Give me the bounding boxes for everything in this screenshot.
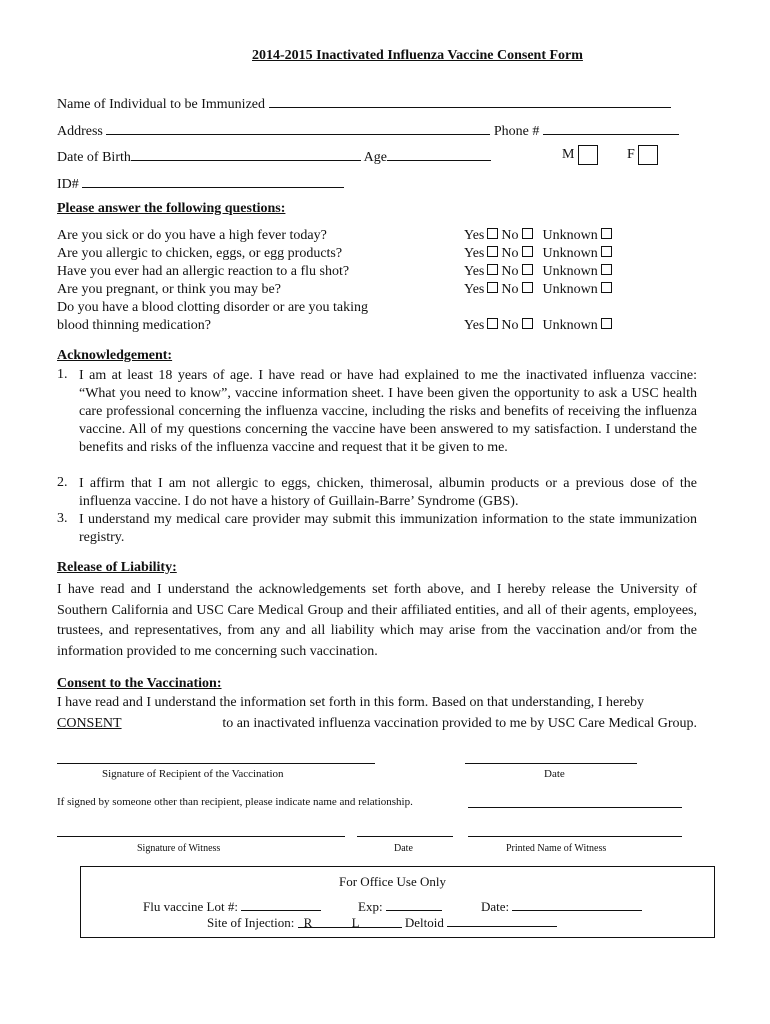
unknown-label: Unknown: [542, 318, 598, 333]
deltoid-label: Deltoid: [404, 915, 444, 930]
office-date-field: [481, 898, 642, 915]
witness-signature-line[interactable]: [57, 836, 345, 837]
phone-input-line[interactable]: [543, 122, 679, 135]
dob-input-line[interactable]: [131, 148, 361, 161]
m-checkbox[interactable]: [578, 145, 598, 165]
no-checkbox[interactable]: [522, 246, 533, 257]
question-4: Are you pregnant, or think you may be?: [57, 282, 281, 297]
name-input-line[interactable]: [269, 95, 671, 108]
site-label: Site of Injection:: [207, 915, 295, 930]
ack-number-2: 2.: [57, 475, 68, 490]
questions-heading: Please answer the following questions:: [57, 201, 286, 216]
dob-label: Date of Birth: [57, 150, 131, 165]
office-exp-field: [358, 898, 442, 915]
lot-input-line[interactable]: [241, 898, 321, 911]
recipient-date-label: Date: [544, 768, 565, 780]
name-label: Name of Individual to be Immunized: [57, 97, 265, 112]
office-use-title: For Office Use Only: [339, 874, 446, 889]
witness-printed-line[interactable]: [468, 836, 682, 837]
yes-label: Yes: [464, 228, 485, 243]
consent-heading: Consent to the Vaccination:: [57, 676, 222, 691]
phone-label: Phone #: [493, 124, 540, 139]
id-input-line[interactable]: [82, 175, 344, 188]
no-label: No: [501, 228, 519, 243]
yes-label: Yes: [464, 264, 485, 279]
yes-checkbox[interactable]: [487, 282, 498, 293]
no-label: No: [501, 246, 519, 261]
witness-signature-label: Signature of Witness: [137, 843, 221, 854]
dob-field: [57, 148, 491, 166]
site-l-line[interactable]: [346, 915, 402, 928]
id-label: ID#: [57, 177, 79, 192]
f-label: F: [627, 147, 635, 163]
no-checkbox[interactable]: [522, 282, 533, 293]
unknown-label: Unknown: [542, 282, 598, 297]
recipient-signature-line[interactable]: [57, 763, 375, 764]
release-heading: Release of Liability:: [57, 560, 177, 575]
question-2: Are you allergic to chicken, eggs, or egg products?: [57, 246, 343, 261]
site-r-line[interactable]: [298, 915, 346, 928]
question-5-line2: blood thinning medication?: [57, 318, 211, 333]
ack-item-2: I affirm that I am not allergic to eggs, chicken, thimerosal, albumin products or a previous dose of the influenza vaccine. I do not have a history of Guillain-Barre’ Syndrome (GBS).: [79, 476, 697, 509]
age-label: Age: [363, 150, 387, 165]
other-signer-label: If signed by someone other than recipient, please indicate name and relationship.: [57, 796, 413, 808]
answer-row-3: [464, 264, 615, 280]
yes-label: Yes: [464, 318, 485, 333]
site-r: R: [303, 915, 313, 930]
address-label: Address: [57, 124, 103, 139]
consent-text-rest: to an inactivated influenza vaccination provided to me by USC Care Medical Group.: [222, 716, 697, 731]
exp-label: Exp:: [358, 899, 383, 914]
unknown-label: Unknown: [542, 246, 598, 261]
ack-item-1: I am at least 18 years of age. I have read or have had explained to me the inactivated influenza vaccine: “What you need to know”, vaccine information sheet. I have been given the opportunity to ask a USC health care professional concerning the influenza vaccine, including the risks and benefits of receiving the influenza vaccine. All of my questions concerning the vaccine have been answered to my satisfaction. I understand the benefits and risks of the influenza vaccine and request that it be given to me.: [79, 368, 697, 455]
other-signer-line[interactable]: [468, 807, 682, 808]
answer-row-4: [464, 282, 615, 298]
consent-word: CONSENT: [57, 716, 122, 731]
no-label: No: [501, 282, 519, 297]
yes-checkbox[interactable]: [487, 246, 498, 257]
lot-label: Flu vaccine Lot #:: [143, 899, 238, 914]
unknown-checkbox[interactable]: [601, 282, 612, 293]
office-date-label: Date:: [481, 899, 510, 914]
no-label: No: [501, 264, 519, 279]
no-label: No: [501, 318, 519, 333]
unknown-checkbox[interactable]: [601, 318, 612, 329]
witness-date-line[interactable]: [357, 836, 453, 837]
consent-text-line1: I have read and I understand the information set forth in this form. Based on that understanding, I hereby: [57, 695, 645, 710]
address-input-line[interactable]: [106, 122, 490, 135]
yes-checkbox[interactable]: [487, 318, 498, 329]
exp-input-line[interactable]: [386, 898, 442, 911]
office-site-field: [207, 914, 557, 931]
f-checkbox[interactable]: [638, 145, 658, 165]
sex-m: [562, 145, 598, 165]
question-5-line1: Do you have a blood clotting disorder or are you taking: [57, 300, 369, 315]
release-text: I have read and I understand the acknowledgements set forth above, and I hereby release the University of Southern California and USC Care Medical Group and their affiliated entities, and all of their agents, employees, trustees, and representatives, from any and all liability which may arise from the vaccination and/or from the information provided to me concerning such vaccination.: [57, 582, 697, 659]
answer-row-2: [464, 246, 615, 262]
id-field: [57, 175, 344, 193]
m-label: M: [562, 147, 575, 163]
yes-checkbox[interactable]: [487, 228, 498, 239]
witness-printed-label: Printed Name of Witness: [506, 843, 607, 854]
address-field: [57, 122, 679, 140]
office-lot-field: [143, 898, 321, 915]
witness-date-label: Date: [394, 843, 413, 854]
unknown-checkbox[interactable]: [601, 246, 612, 257]
unknown-checkbox[interactable]: [601, 228, 612, 239]
acknowledgement-heading: Acknowledgement:: [57, 348, 173, 363]
ack-number-3: 3.: [57, 511, 68, 526]
answer-row-1: [464, 228, 615, 244]
unknown-checkbox[interactable]: [601, 264, 612, 275]
page-title: 2014-2015 Inactivated Influenza Vaccine Consent Form: [252, 48, 583, 63]
question-1: Are you sick or do you have a high fever today?: [57, 228, 327, 243]
yes-checkbox[interactable]: [487, 264, 498, 275]
ack-item-3: I understand my medical care provider may submit this immunization information to the state immunization registry.: [79, 512, 697, 545]
site-l: L: [351, 915, 360, 930]
yes-label: Yes: [464, 246, 485, 261]
sex-f: [627, 145, 658, 165]
age-input-line[interactable]: [387, 148, 491, 161]
recipient-signature-label: Signature of Recipient of the Vaccination: [102, 768, 284, 780]
no-checkbox[interactable]: [522, 264, 533, 275]
answer-row-5: [464, 318, 615, 334]
consent-text-line2: [57, 716, 697, 732]
deltoid-input-line[interactable]: [447, 914, 557, 927]
question-3: Have you ever had an allergic reaction to a flu shot?: [57, 264, 350, 279]
name-field: [57, 95, 671, 113]
recipient-date-line[interactable]: [465, 763, 637, 764]
unknown-label: Unknown: [542, 264, 598, 279]
yes-label: Yes: [464, 282, 485, 297]
no-checkbox[interactable]: [522, 318, 533, 329]
office-date-input-line[interactable]: [512, 898, 642, 911]
no-checkbox[interactable]: [522, 228, 533, 239]
ack-number-1: 1.: [57, 367, 68, 382]
unknown-label: Unknown: [542, 228, 598, 243]
